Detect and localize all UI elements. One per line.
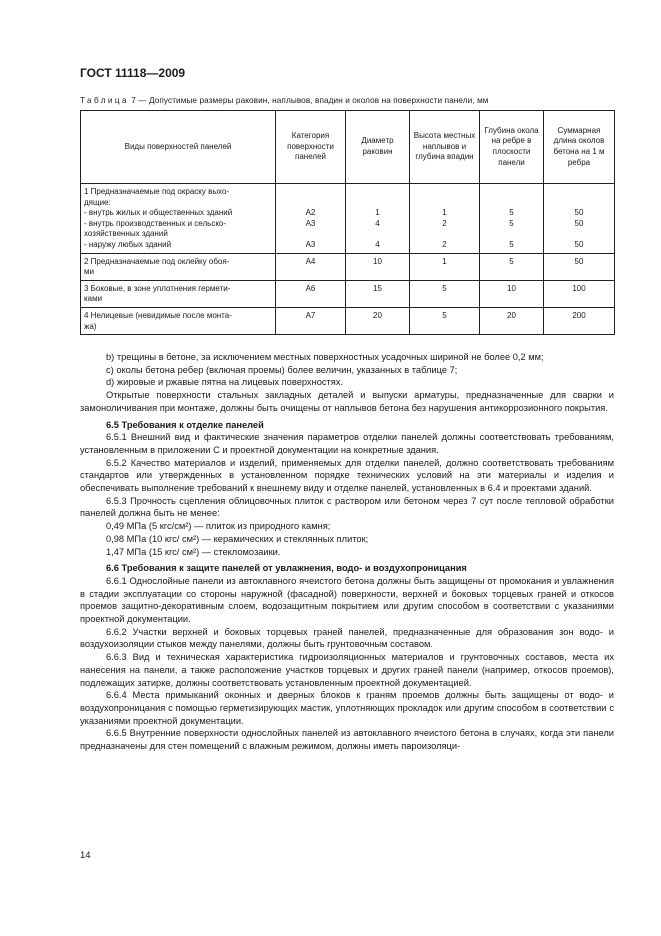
row-value-cell — [346, 253, 410, 280]
paragraph-6-6-2: 6.6.2 Участки верхней и боковых торцевых граней панелей, предназначенные для образования зон водо- и воздухоизоляции стыков между панелями, должны быть грунтовочным составом. — [80, 626, 614, 650]
item-b: b) трещины в бетоне, за исключением местных поверхностных усадочных шириной не более 0,2 мм; — [106, 352, 544, 362]
value-line: А4 — [305, 256, 316, 266]
row-value-cell — [410, 184, 480, 254]
header-chip-total-length: Суммарная длина околов бетона на 1 м ребра — [544, 111, 615, 184]
row-surface-cell — [81, 307, 276, 334]
paragraph-open-surfaces: Открытые поверхности стальных закладных деталей и выпуски арматуры, предназначенные для сварки и замоноличивания при монтаже, должны быть очищены от наплывов бетона без нарушения антикоррозионного покрытия. — [80, 390, 614, 413]
row-surface-cell — [81, 184, 276, 254]
value-line: 4 — [375, 218, 380, 228]
row-value-cell — [480, 253, 544, 280]
row-value-cell — [346, 280, 410, 307]
paragraph-6-6-3: 6.6.3 Вид и техническая характеристика гидроизоляционных материалов и грунтовочных составов, места их нанесения на панели, а также расположение участков торцевых и других граней панели (например, откосов проемов), подлежащих затирке, должны соответствовать установленным проектной документацией. — [80, 652, 614, 688]
strength-line-2: 0,98 МПа (10 кгс/ см²) — керамических и стеклянных плиток; — [106, 533, 369, 544]
value-line: 10 — [507, 283, 516, 293]
value-line — [349, 229, 406, 240]
table-caption-text: 7 — Допустимые размеры раковин, наплывов, впадин и околов на поверхности панели, мм — [131, 96, 489, 105]
section-heading-6-5: 6.5 Требования к отделке панелей — [106, 419, 264, 430]
header-pore-diameter: Диаметр раковин — [346, 111, 410, 184]
value-line — [349, 198, 406, 209]
surface-line: - наружу любых зданий — [84, 239, 172, 249]
value-line: 20 — [373, 310, 382, 320]
surface-line: - внутрь жилых и общественных зданий — [84, 208, 233, 218]
value-line — [483, 187, 540, 198]
page-number: 14 — [80, 850, 91, 861]
paragraph-6-6-1: 6.6.1 Однослойные панели из автоклавного ячеистого бетона должны быть защищены от промокания и увлажнения в стадии эксплуатации со стороны наружной (фасадной) поверхности, верхней и боковых торцевых граней и откосов проемов защитно-декоративным слоем, водозащитным покрытием или другим способом в соответствии с указаниями проектной документации. — [80, 575, 614, 625]
paragraph-6-5-3: 6.5.3 Прочность сцепления облицовочных плиток с раствором или бетоном через 7 сут после тепловой обработки панелей должна быть не менее: — [80, 495, 614, 519]
value-line: 50 — [574, 239, 584, 249]
header-surface-type: Виды поверхностей панелей — [81, 111, 276, 184]
row-value-cell — [544, 253, 615, 280]
value-line: А3 — [305, 218, 316, 228]
value-line: А2 — [305, 208, 316, 218]
value-line — [483, 198, 540, 209]
surface-line: жа) — [84, 321, 97, 331]
surface-line: - внутрь производственных и сельско- — [84, 218, 227, 228]
value-line — [279, 229, 342, 240]
value-line: 5 — [509, 208, 514, 218]
value-line: А3 — [305, 239, 316, 249]
row-value-cell — [410, 307, 480, 334]
surface-line: 3 Боковые, в зоне уплотнения гермети- — [84, 283, 231, 293]
value-line: 5 — [509, 256, 514, 266]
item-c: c) околы бетона ребер (включая проемы) более величин, указанных в таблице 7; — [106, 364, 458, 375]
value-line — [279, 187, 342, 198]
row-value-cell — [276, 184, 346, 254]
row-value-cell — [346, 307, 410, 334]
value-line: 15 — [373, 283, 382, 293]
surface-line: ками — [84, 294, 103, 304]
paragraph-6-5-1: 6.5.1 Внешний вид и фактические значения параметров отделки панелей должны соответствовать требованиям, установленным в приложении С и проектной документации на конкретные здания. — [80, 432, 614, 455]
strength-line-1: 0,49 МПа (5 кгс/см²) — плиток из природного камня; — [106, 521, 331, 532]
row-value-cell — [544, 280, 615, 307]
surface-line: 4 Нелицевые (невидимые после монта- — [84, 310, 232, 320]
table-row — [81, 184, 615, 254]
value-line — [547, 229, 611, 240]
paragraph-6-5-2: 6.5.2 Качество материалов и изделий, применяемых для отделки панелей, должно соответствовать требованиям стандартов или утвержденных в установленном порядке технических условий на эти материалы и изделия и обеспечивать выполнение требований к внешнему виду и отделке панелей, установленных в 6.4 и проектами зданий. — [80, 457, 614, 494]
header-chip-depth: Глубина окола на ребре в плоскости панели — [480, 111, 544, 184]
value-line: 10 — [373, 256, 382, 266]
body-text — [80, 351, 614, 753]
value-line — [349, 187, 406, 198]
row-value-cell — [480, 307, 544, 334]
value-line: 20 — [507, 310, 516, 320]
row-value-cell — [410, 253, 480, 280]
value-line — [483, 229, 540, 240]
value-line: 5 — [509, 218, 514, 228]
surface-line: 2 Предназначаемые под оклейку обоя- — [84, 256, 230, 266]
value-line: 50 — [574, 208, 584, 218]
value-line — [413, 198, 476, 209]
surface-line: ми — [84, 267, 94, 277]
row-value-cell — [276, 280, 346, 307]
value-line — [547, 198, 611, 209]
value-line: 100 — [572, 283, 586, 293]
paragraph-6-6-4: 6.6.4 Места примыканий оконных и дверных блоков к граням проемов должны быть защищены от водо- и воздухопроницания с помощью герметизирующих мастик, уплотняющих прокладок или другим способом в соответствии с указаниями проектной документации. — [80, 690, 614, 726]
value-line: 50 — [574, 256, 584, 266]
value-line: А7 — [305, 310, 316, 320]
row-value-cell — [346, 184, 410, 254]
item-d: d) жировые и ржавые пятна на лицевых поверхностях. — [106, 377, 344, 388]
table-header-row — [81, 111, 615, 184]
value-line: А6 — [305, 283, 316, 293]
table-row — [81, 307, 615, 334]
tolerance-table — [80, 110, 615, 335]
row-value-cell — [276, 307, 346, 334]
value-line: 1 — [442, 208, 447, 218]
row-value-cell — [544, 307, 615, 334]
strength-line-3: 1,47 МПа (15 кгс/ см²) — стекломозаики. — [106, 546, 281, 557]
value-line: 4 — [375, 239, 380, 249]
surface-line: 1 Предназначаемые под окраску выхо- — [84, 187, 230, 196]
document-header: ГОСТ 11118—2009 — [80, 66, 186, 80]
row-value-cell — [276, 253, 346, 280]
value-line: 50 — [574, 218, 584, 228]
value-line: 5 — [442, 283, 447, 293]
table-row — [81, 253, 615, 280]
value-line: 5 — [442, 310, 447, 320]
value-line: 5 — [509, 239, 514, 249]
header-category: Категория поверхности панелей — [276, 111, 346, 184]
value-line — [413, 229, 476, 240]
surface-line: хозяйственных зданий — [84, 229, 168, 239]
paragraph-6-6-5: 6.6.5 Внутренние поверхности однослойных панелей из автоклавного ячеистого бетона в случаях, когда эти панели предназначены для стен помещений с влажным режимом, должны иметь пароизоляци- — [80, 728, 614, 752]
header-bump-height: Высота местных наплывов и глубина впадин — [410, 111, 480, 184]
value-line: 2 — [442, 218, 447, 228]
row-value-cell — [480, 280, 544, 307]
surface-line: дящие: — [84, 197, 111, 207]
table-row — [81, 280, 615, 307]
section-heading-6-6: 6.6 Требования к защите панелей от увлажнения, водо- и воздухопроницания — [106, 563, 467, 574]
row-surface-cell — [81, 253, 276, 280]
row-surface-cell — [81, 280, 276, 307]
value-line — [413, 187, 476, 198]
row-value-cell — [480, 184, 544, 254]
value-line: 200 — [572, 310, 586, 320]
value-line: 1 — [442, 256, 447, 266]
value-line — [279, 198, 342, 209]
row-value-cell — [410, 280, 480, 307]
value-line: 1 — [375, 208, 380, 218]
value-line — [547, 187, 611, 198]
row-value-cell — [544, 184, 615, 254]
table-caption-word: Таблица — [80, 96, 129, 105]
value-line: 2 — [442, 239, 447, 249]
table-caption — [80, 96, 489, 105]
